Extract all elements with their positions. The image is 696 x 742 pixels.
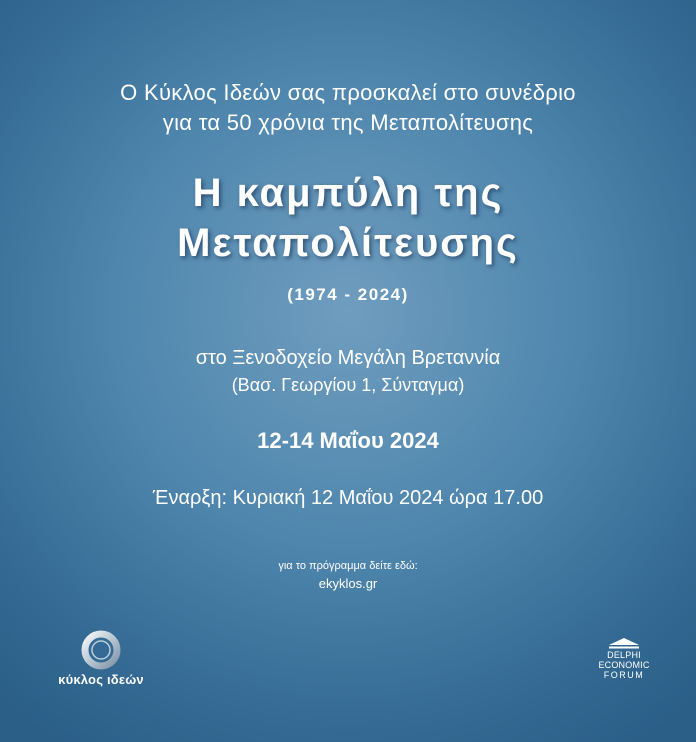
venue-info — [0, 345, 696, 399]
event-dates: 12-14 Μαΐου 2024 — [257, 428, 439, 453]
title-line-1: Η καμπύλη της — [192, 171, 504, 215]
program-info — [0, 557, 696, 593]
delphi-line-1: DELPHI — [607, 650, 641, 660]
program-link[interactable]: ekyklos.gr — [318, 576, 378, 591]
delphi-economic-forum-logo — [588, 638, 660, 680]
title-line-2: Μεταπολίτευσης — [177, 221, 519, 265]
invitation-text — [0, 78, 696, 138]
delphi-line-2: ECONOMIC — [598, 660, 650, 670]
event-years: (1974 - 2024) — [287, 285, 409, 304]
venue-address: (Βασ. Γεωργίου 1, Σύνταγμα) — [231, 375, 465, 395]
delphi-forum-icon — [607, 638, 641, 650]
invite-line-2: για τα 50 χρόνια της Μεταπολίτευσης — [162, 110, 534, 135]
kyklos-ring-icon — [81, 630, 121, 670]
delphi-line-3: FORUM — [603, 670, 645, 680]
event-start-time: Έναρξη: Κυριακή 12 Μαΐου 2024 ώρα 17.00 — [152, 487, 544, 509]
kyklos-ideon-logo — [46, 630, 156, 687]
venue-hotel: στο Ξενοδοχείο Μεγάλη Βρεταννία — [195, 347, 501, 369]
program-note: για το πρόγραμμα δείτε εδώ: — [278, 560, 418, 572]
event-title — [0, 168, 696, 268]
invite-line-1: Ο Κύκλος Ιδεών σας προσκαλεί στο συνέδριο — [120, 80, 576, 105]
kyklos-logo-text: κύκλος ιδεών — [58, 672, 144, 687]
